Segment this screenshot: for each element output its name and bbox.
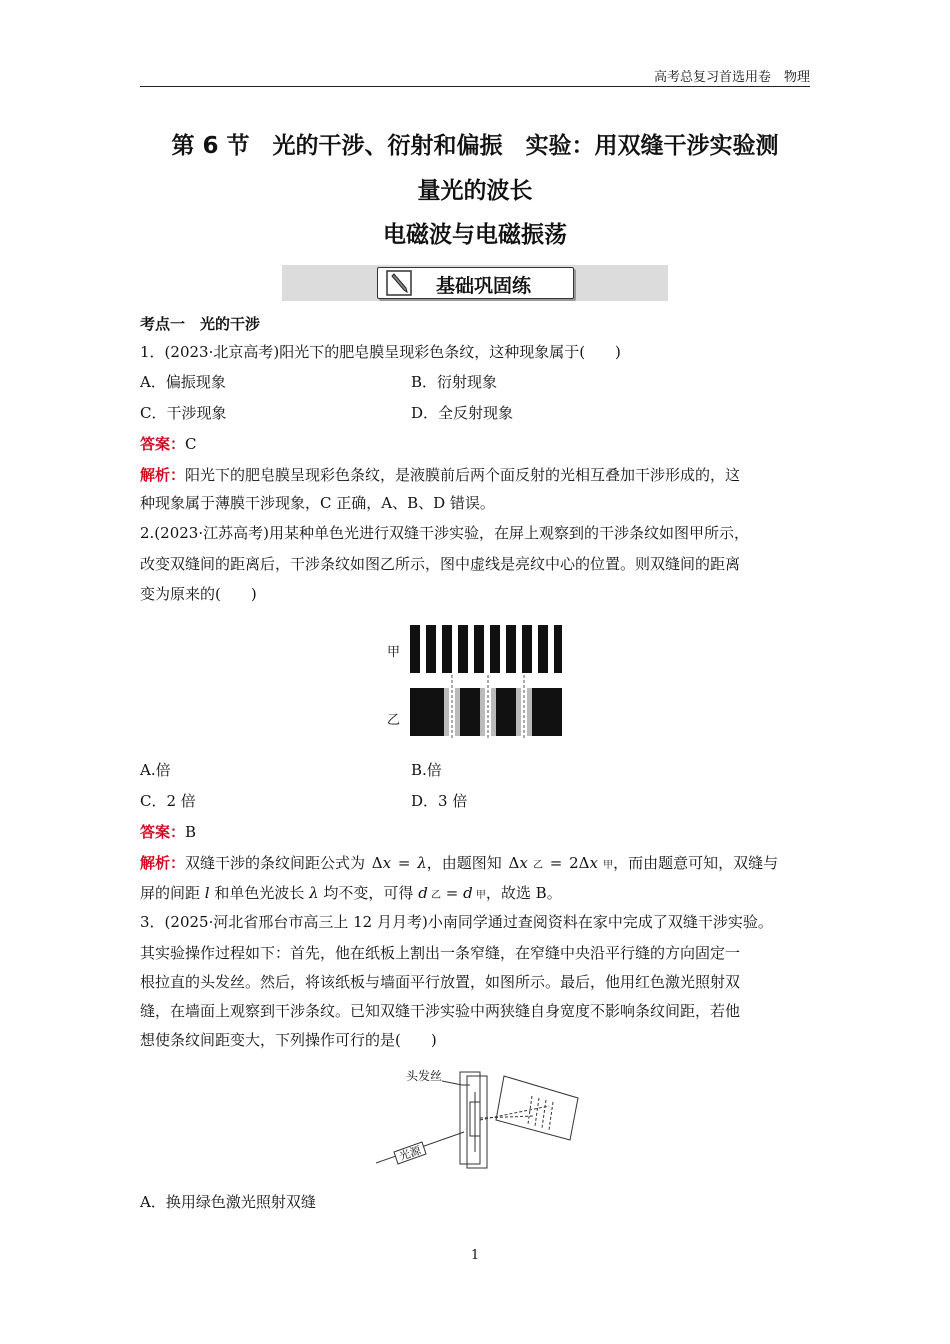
q1-analysis-line-1 xyxy=(140,465,740,485)
q3-stem-line-2: 其实验操作过程如下：首先，他在纸板上割出一条窄缝，在窄缝中央沿平行缝的方向固定一 xyxy=(140,944,741,962)
section-banner xyxy=(282,265,668,301)
fringe-pattern-yi xyxy=(410,688,562,736)
beam-dashes xyxy=(480,1096,553,1130)
q3-option-a: A．换用绿色激光照射双缝 xyxy=(140,1193,316,1211)
title-line-1: 第 6 节 光的干涉、衍射和偏振 实验：用双缝干涉实验测 xyxy=(171,133,779,159)
banner-box xyxy=(377,267,574,299)
q2-analysis-seg-g: 乙 xyxy=(527,860,543,871)
q1-analysis-text-1: 阳光下的肥皂膜呈现彩色条纹，是液膜前后两个面反射的光相互叠加干涉形成的，这 xyxy=(185,466,741,484)
q3-stem-line-1: 3．(2025·河北省邢台市高三上 12 月月考)小南同学通过查阅资料在家中完成了双缝干涉实验。 xyxy=(140,913,773,931)
q2-analysis-seg-i: x xyxy=(589,854,598,872)
q2-answer-value: B xyxy=(185,823,197,841)
title-line-3: 电磁波与电磁振荡 xyxy=(383,222,567,248)
q1-option-c: C．干涉现象 xyxy=(140,404,227,422)
q3-stem-line-5: 想使条纹间距变大，下列操作可行的是( ) xyxy=(140,1031,437,1049)
q3-stem-line-4: 缝，在墙面上观察到干涉条纹。已知双缝干涉实验中两狭缝自身宽度不影响条纹间距，若他 xyxy=(140,1002,741,1020)
q2-stem-line-3: 变为原来的( ) xyxy=(140,585,257,603)
q2-analysis-l2-g: 乙 xyxy=(427,890,441,901)
hair-pointer-line xyxy=(442,1081,470,1085)
q2-option-d: D．3 倍 xyxy=(411,792,468,810)
figure-label-source: 光源 xyxy=(397,1143,423,1164)
q1-answer-value: C xyxy=(185,435,197,453)
q2-analysis-l2-a: 屏的间距 xyxy=(140,884,205,902)
fringe-pattern-diagram xyxy=(405,620,570,745)
section-heading: 考点一 光的干涉 xyxy=(140,315,261,333)
q1-answer xyxy=(140,434,197,454)
q2-analysis-seg-b: x xyxy=(382,854,392,872)
q2-analysis-seg-h: = 2Δ xyxy=(542,854,590,872)
q1-answer-label: 答案： xyxy=(140,435,186,453)
q2-answer xyxy=(140,822,196,842)
q1-option-d: D．全反射现象 xyxy=(411,404,514,422)
q1-stem: 1．(2023·北京高考)阳光下的肥皂膜呈现彩色条纹，这种现象属于( ) xyxy=(140,343,621,361)
figure-label-hair: 头发丝 xyxy=(406,1069,443,1083)
q2-stem-line-2: 改变双缝间的距离后，干涉条纹如图乙所示，图中虚线是亮纹中心的位置。则双缝间的距离 xyxy=(140,555,741,573)
figure-label-yi: 乙 xyxy=(387,713,401,728)
q2-option-b: B.倍 xyxy=(411,761,442,779)
q2-analysis-l2-h: = xyxy=(441,884,464,902)
header-text: 高考总复习首选用卷 物理 xyxy=(653,70,810,85)
page-number: 1 xyxy=(470,1248,480,1263)
q3-stem-line-3: 根拉直的头发丝。然后，将该纸板与墙面平行放置，如图所示。最后，他用红色激光照射双 xyxy=(140,973,741,991)
q2-analysis-l2-f: d xyxy=(418,884,428,902)
q2-analysis-seg-d: λ xyxy=(417,854,427,872)
fringe-pattern-jia xyxy=(410,625,562,673)
q2-analysis-label: 解析： xyxy=(140,854,186,872)
q2-analysis-l2-d: λ xyxy=(309,884,319,902)
q1-option-b: B．衍射现象 xyxy=(411,373,498,391)
q2-analysis-l2-b: l xyxy=(204,884,210,902)
q2-analysis-seg-k: ，而由题意可知，双缝与 xyxy=(613,854,779,872)
q2-stem-line-1: 2.(2023·江苏高考)用某种单色光进行双缝干涉实验，在屏上观察到的干涉条纹如图甲所示， xyxy=(140,524,749,542)
banner-label: 基础巩固练 xyxy=(436,275,532,297)
wall-screen xyxy=(496,1076,578,1140)
q2-analysis-seg-a: 双缝干涉的条纹间距公式为 Δ xyxy=(185,854,383,872)
q2-analysis-l2-c: 和单色光波长 xyxy=(209,884,310,902)
q1-analysis-line-2: 种现象属于薄膜干涉现象，C 正确，A、B、D 错误。 xyxy=(140,494,495,512)
q2-analysis-l2-j: 甲 xyxy=(472,890,486,901)
pencil-icon xyxy=(386,270,414,296)
q2-analysis-seg-e: ，由题图知 Δ xyxy=(426,854,520,872)
q2-analysis-l2-k: ，故选 B。 xyxy=(485,884,562,902)
q2-analysis-seg-c: = xyxy=(391,854,418,872)
q2-analysis-line-2 xyxy=(140,883,562,906)
q2-option-c: C．2 倍 xyxy=(140,792,196,810)
q1-analysis-label: 解析： xyxy=(140,466,186,484)
q2-analysis-line-1 xyxy=(140,853,778,876)
q2-option-a: A.倍 xyxy=(140,761,171,779)
q1-option-a: A．偏振现象 xyxy=(140,373,226,391)
q2-analysis-seg-j: 甲 xyxy=(597,860,614,871)
q2-answer-label: 答案： xyxy=(140,823,186,841)
header-divider xyxy=(140,86,810,87)
q2-analysis-l2-e: 均不变，可得 xyxy=(318,884,419,902)
q2-analysis-seg-f: x xyxy=(519,854,528,872)
figure-label-jia: 甲 xyxy=(387,645,401,660)
title-line-2: 量光的波长 xyxy=(417,178,533,204)
q2-analysis-l2-i: d xyxy=(463,884,473,902)
